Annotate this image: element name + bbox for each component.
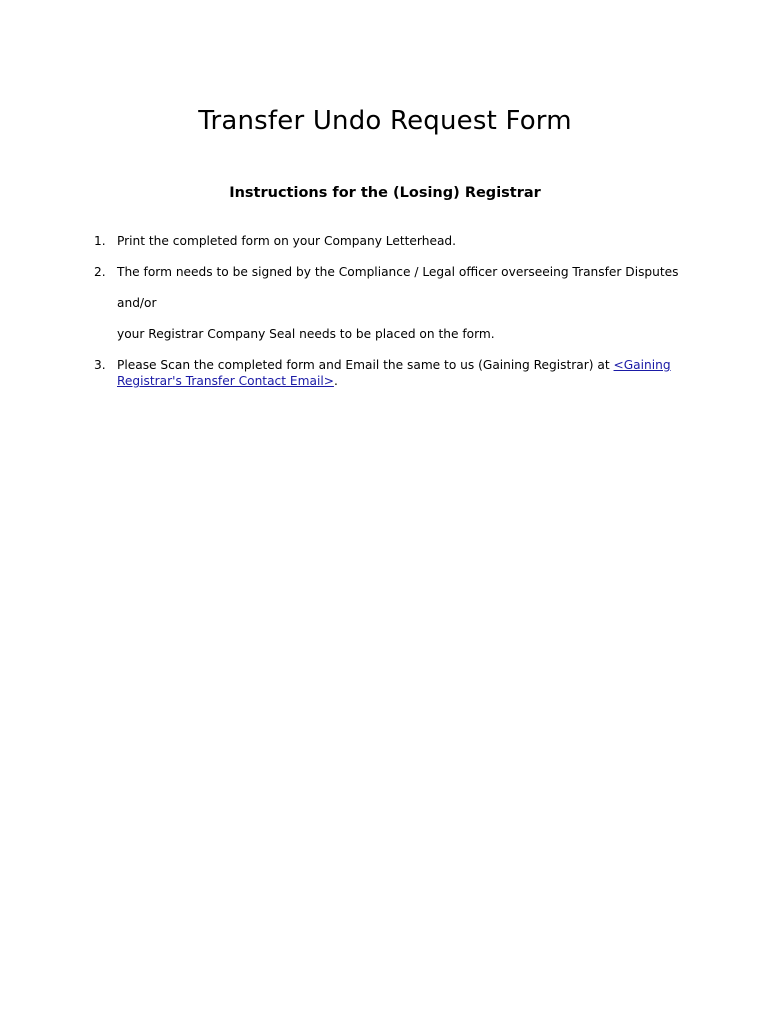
list-item-number: 2. (94, 265, 106, 279)
list-item (94, 264, 714, 342)
list-item-text: Print the completed form on your Company Letterhead. (117, 234, 457, 248)
list-item-text-block (117, 357, 714, 389)
list-item (94, 357, 714, 389)
instructions-heading: Instructions for the (Losing) Registrar (229, 185, 541, 201)
list-item-text: Please Scan the completed form and Email the same to us (Gaining Registrar) at (117, 358, 614, 372)
contact-email-link[interactable]: <Gaining Registrar's Transfer Contact Email> (117, 358, 671, 388)
list-item (94, 233, 714, 249)
list-item-number: 3. (94, 358, 106, 372)
list-item-number: 1. (94, 234, 106, 248)
page-title: Transfer Undo Request Form (198, 106, 572, 136)
list-item-text: The form needs to be signed by the Compliance / Legal officer overseeing Transfer Disputes (117, 265, 679, 279)
list-item-connector: and/or (117, 296, 157, 310)
list-item-trailing: . (333, 374, 338, 388)
list-item-text-after: your Registrar Company Seal needs to be placed on the form. (117, 327, 495, 341)
instructions-list (94, 233, 714, 404)
